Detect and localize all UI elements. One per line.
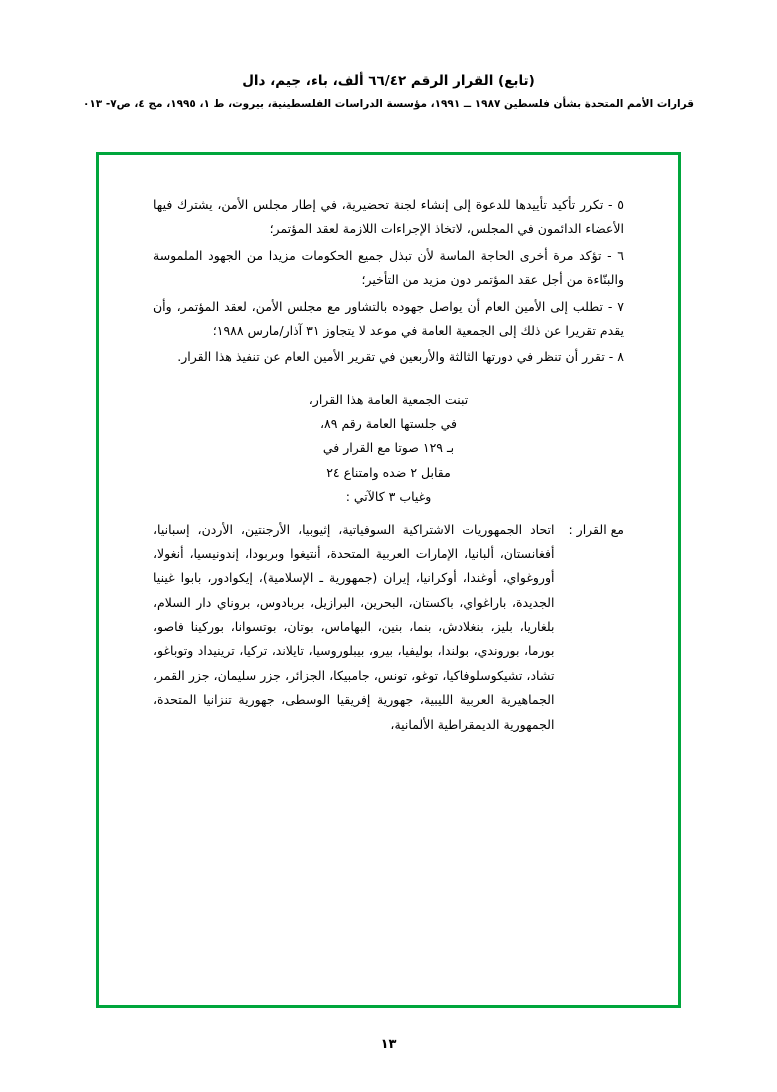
content-area (99, 155, 678, 757)
resolution-item-6: ٦ - تؤكد مرة أخرى الحاجة الماسة لأن تبذل جميع الحكومات مزيدا من الجهود الملموسة والبنّاءة من أجل عقد المؤتمر دون مزيد من التأخير؛ (153, 247, 624, 288)
resolution-item-8: ٨ - تقرر أن تنظر في دورتها الثالثة والأربعين في تقرير الأمين العام عن تنفيذ هذا القرار. (177, 349, 624, 365)
document-source-line: قرارات الأمم المتحدة بشأن فلسطين ١٩٨٧ ــ ١٩٩١، مؤسسة الدراسات الفلسطينية، بيروت، ط ١، ١٩٩٥، مج ٤، ص٧- ٠١٣ (82, 97, 695, 110)
vote-line: في جلستها العامة رقم ٨٩، (320, 416, 457, 431)
vote-line: وغياب ٣ كالآتي : (345, 489, 432, 505)
vote-in-favour-label: مع القرار : (568, 521, 624, 537)
resolution-item-5: ٥ - تكرر تأكيد تأييدها للدعوة إلى إنشاء لجنة تحضيرية، في إطار مجلس الأمن، يشترك فيها الأعضاء الدائمون في المجلس، لاتخاذ الإجراءات اللازمة لعقد المؤتمر؛ (153, 197, 624, 237)
page-header (0, 0, 777, 110)
vote-summary (153, 388, 624, 510)
vote-in-favour-section (153, 518, 624, 737)
vote-line: بـ ١٢٩ صوتا مع القرار في (322, 440, 455, 456)
page-number: ١٣ (380, 1037, 397, 1052)
green-content-frame (96, 152, 681, 1008)
vote-line: مقابل ٢ ضده وامتناع ٢٤ (326, 464, 451, 480)
document-title: (تابع) القرار الرقم ٦٦/٤٢ ألف، باء، جيم، دال (242, 73, 535, 89)
resolution-item-7: ٧ - تطلب إلى الأمين العام أن يواصل جهوده بالتشاور مع مجلس الأمن، لعقد المؤتمر، وأن يقدم تقريرا عن ذلك إلى الجمعية العامة في موعد لا يتجاوز ٣١ آذار/مارس ١٩٨٨؛ (153, 298, 624, 338)
vote-in-favour-list: اتحاد الجمهوريات الاشتراكية السوفياتية، إثيوبيا، الأرجنتين، الأردن، إسبانيا، أفغانستان، ألبانيا، الإمارات العربية المتحدة، أنتيغوا وبربودا، إندونيسيا، أنغولا، أوروغواي، أوغندا، أوكرانيا، إيران (جمهورية ـ الإسلامية)، إيكوادور، بابوا غينيا الجديدة، باراغواي، باكستان، البحرين، البرازيل، بربادوس، بروناي دار السلام، بلغاريا، بليز، بنغلادش، بنما، بنين، البهاماس، بوتان، بوتسوانا، بوركينا فاصو، بورما، بوروندي، بولندا، بوليفيا، بيرو، بيبلوروسيا، تايلاند، تركيا، ترينيداد وتوباغو، تشاد، تشيكوسلوفاكيا، توغو، تونس، جامبيكا، الجزائر، جزر سليمان، جزر القمر، الجماهيرية العربية الليبية، جهورية إفريقيا الوسطى، جهورية تنزانيا المتحدة، الجمهورية الديمقراطية الألمانية، (153, 521, 555, 732)
vote-line: تبنت الجمعية العامة هذا القرار، (308, 391, 469, 407)
